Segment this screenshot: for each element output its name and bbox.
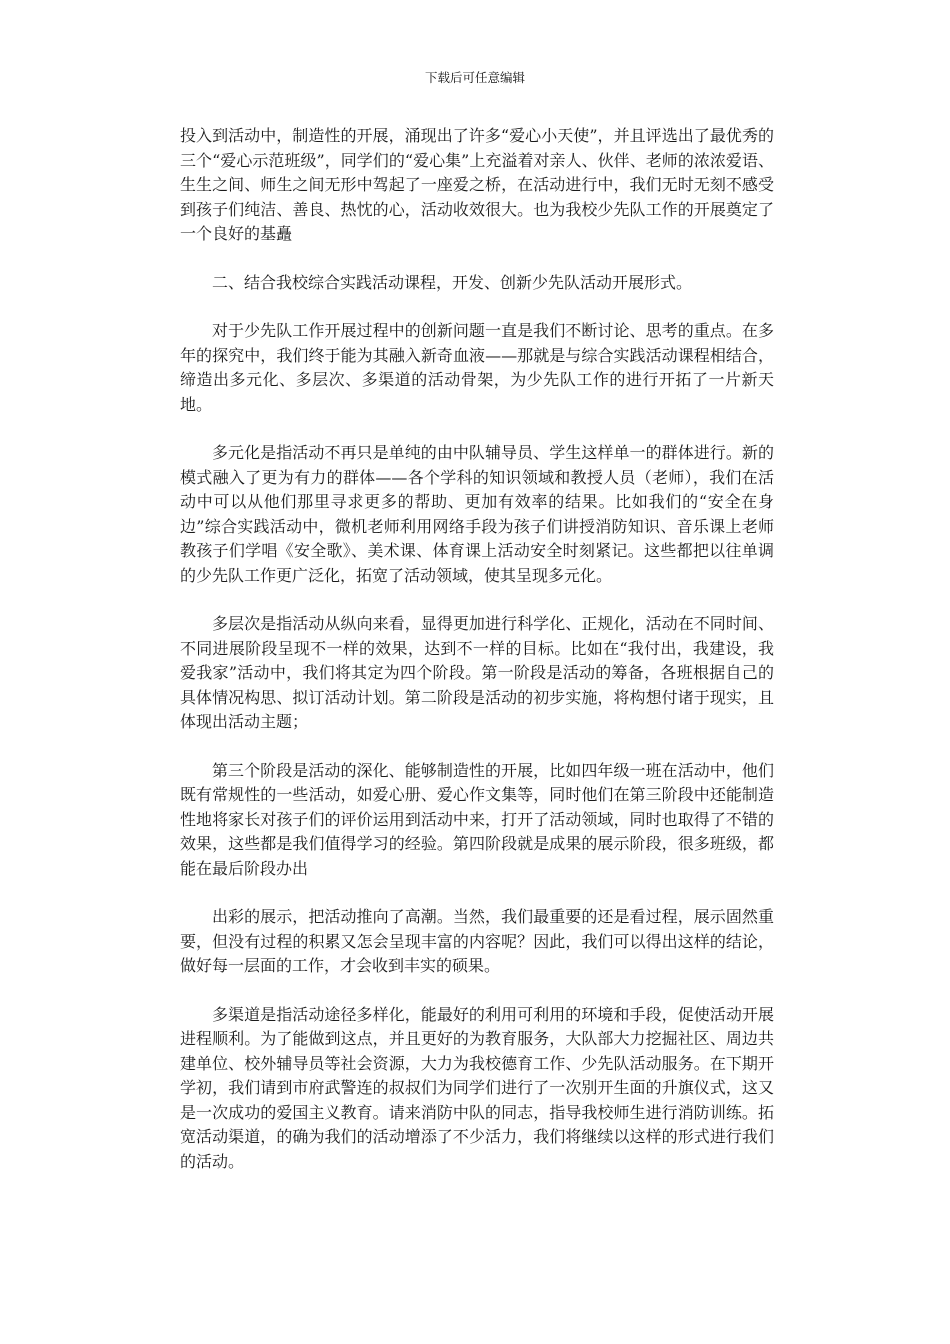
paragraph-3: 对于少先队工作开展过程中的创新问题一直是我们不断讨论、思考的重点。在多年的探究中，我们终于能为其融入新奇血液——那就是与综合实践活动课程相结合，缔造出多元化、多层次、多渠道的活动骨架，为少先队工作的进行开拓了一片新天地。	[180, 321, 774, 414]
paragraph-4: 多元化是指活动不再只是单纯的由中队辅导员、学生这样单一的群体进行。新的模式融入了更为有力的群体——各个学科的知识领域和教授人员（老师），我们在活动中可以从他们那里寻求更多的帮助、更加有效率的结果。比如我们的“安全在身边”综合实践活动中，微机老师利用网络手段为孩子们讲授消防知识、音乐课上老师教孩子们学唱《安全歌》、美术课、体育课上活动安全时刻紧记。这些都把以往单调的少先队工作更广泛化，拓宽了活动领域，使其呈现多元化。	[180, 443, 774, 585]
paragraph-7: 出彩的展示，把活动推向了高潮。当然，我们最重要的还是看过程，展示固然重要，但没有过程的积累又怎会呈现丰富的内容呢？因此，我们可以得出这样的结论，做好每一层面的工作，才会收到丰实的硕果。	[180, 907, 774, 975]
paragraph-8: 多渠道是指活动途径多样化，能最好的利用可利用的环境和手段，促使活动开展进程顺利。为了能做到这点，并且更好的为教育服务，大队部大力挖掘社区、周边共建单位、校外辅导员等社会资源，大力为我校德育工作、少先队活动服务。在下期开学初，我们请到市府武警连的叔叔们为同学们进行了一次别开生面的升旗仪式，这又是一次成功的爱国主义教育。请来消防中队的同志，指导我校师生进行消防训练。拓宽活动渠道，的确为我们的活动增添了不少活力，我们将继续以这样的形式进行我们的活动。	[180, 1004, 774, 1171]
document-body	[180, 124, 774, 1198]
paragraph-5: 多层次是指活动从纵向来看，显得更加进行科学化、正规化，活动在不同时间、不同进展阶段呈现不一样的效果，达到不一样的目标。比如在“我付出，我建设，我爱我家”活动中，我们将其定为四个阶段。第一阶段是活动的筹备，各班根据自己的具体情况构思、拟订活动计划。第二阶段是活动的初步实施，将构想付诸于现实，且体现出活动主题；	[180, 614, 774, 731]
page-header: 下载后可任意编辑	[424, 70, 525, 85]
paragraph-1: 投入到活动中，制造性的开展，涌现出了许多“爱心小天使”，并且评选出了最优秀的三个“爱心示范班级”，同学们的“爱心集”上充溢着对亲人、伙伴、老师的浓浓爱语、生生之间、师生之间无形中驾起了一座爱之桥，在活动进行中，我们无时无刻不感受到孩子们纯洁、善良、热忱的心，活动收效很大。也为我校少先队工作的开展奠定了一个良好的基矗	[180, 126, 774, 243]
paragraph-6: 第三个阶段是活动的深化、能够制造性的开展，比如四年级一班在活动中，他们既有常规性的一些活动，如爱心册、爱心作文集等，同时他们在第三阶段中还能制造性地将家长对孩子们的评价运用到活动中来，打开了活动领域，同时也取得了不错的效果，这些都是我们值得学习的经验。第四阶段就是成果的展示阶段，很多班级，都能在最后阶段办出	[180, 760, 774, 878]
paragraph-2-section-heading: 二、结合我校综合实践活动课程，开发、创新少先队活动开展形式。	[212, 272, 693, 292]
